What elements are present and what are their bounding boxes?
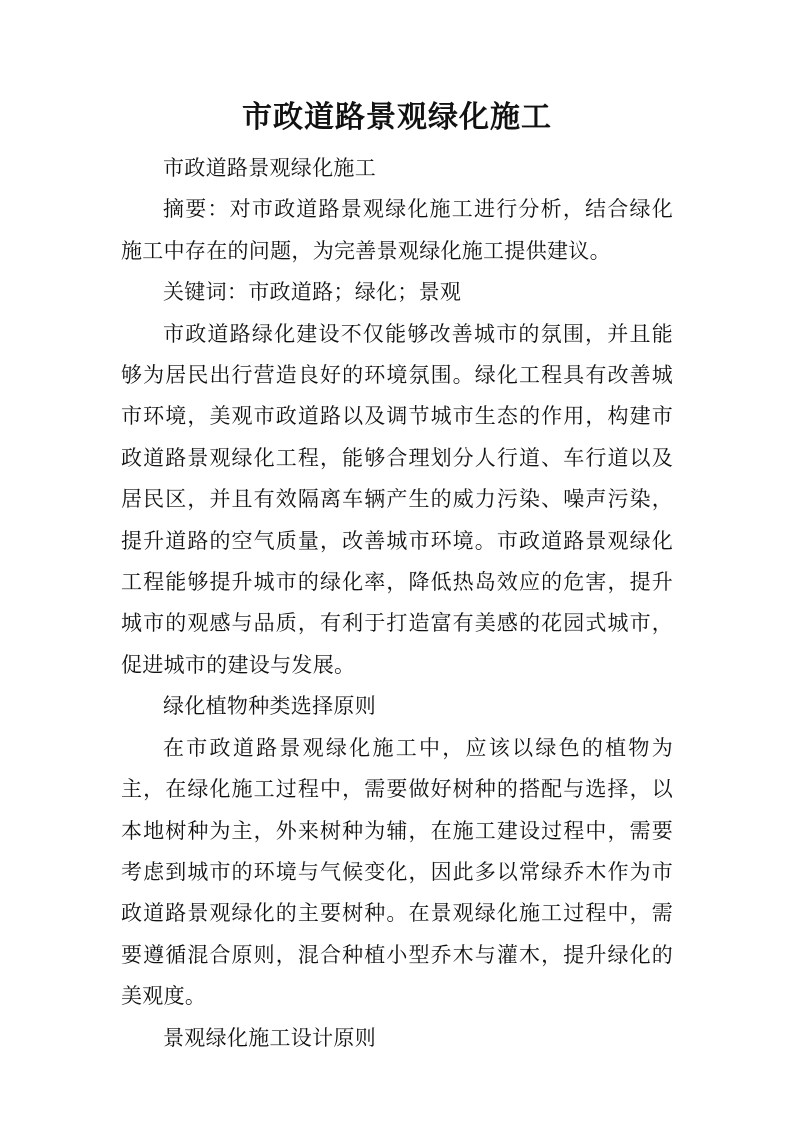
keywords-paragraph: 关键词：市政道路；绿化；景观	[163, 280, 462, 305]
document-body	[121, 148, 673, 1059]
document-title: 市政道路景观绿化施工	[242, 100, 552, 135]
abstract-paragraph: 摘要：对市政道路景观绿化施工进行分析，结合绿化施工中存在的问题，为完善景观绿化施工提供建议。	[121, 197, 673, 263]
section-heading-design-principles: 景观绿化施工设计原则	[163, 1025, 376, 1050]
section-heading-plant-selection: 绿化植物种类选择原则	[163, 694, 376, 719]
subtitle-paragraph: 市政道路景观绿化施工	[163, 156, 376, 180]
intro-paragraph: 市政道路绿化建设不仅能够改善城市的氛围，并且能够为居民出行营造良好的环境氛围。绿化工程具有改善城市环境，美观市政道路以及调节城市生态的作用，构建市政道路景观绿化工程，能够合理划分人行道、车行道以及居民区，并且有效隔离车辆产生的威力污染、噪声污染，提升道路的空气质量，改善城市环境。市政道路景观绿化工程能够提升城市的绿化率，降低热岛效应的危害，提升城市的观感与品质，有利于打造富有美感的花园式城市，促进城市的建设与发展。	[121, 321, 673, 677]
plant-selection-paragraph: 在市政道路景观绿化施工中，应该以绿色的植物为主，在绿化施工过程中，需要做好树种的搭配与选择，以本地树种为主，外来树种为辅，在施工建设过程中，需要考虑到城市的环境与气候变化，因此多以常绿乔木作为市政道路景观绿化的主要树种。在景观绿化施工过程中，需要遵循混合原则，混合种植小型乔木与灌木，提升绿化的美观度。	[121, 735, 673, 1009]
